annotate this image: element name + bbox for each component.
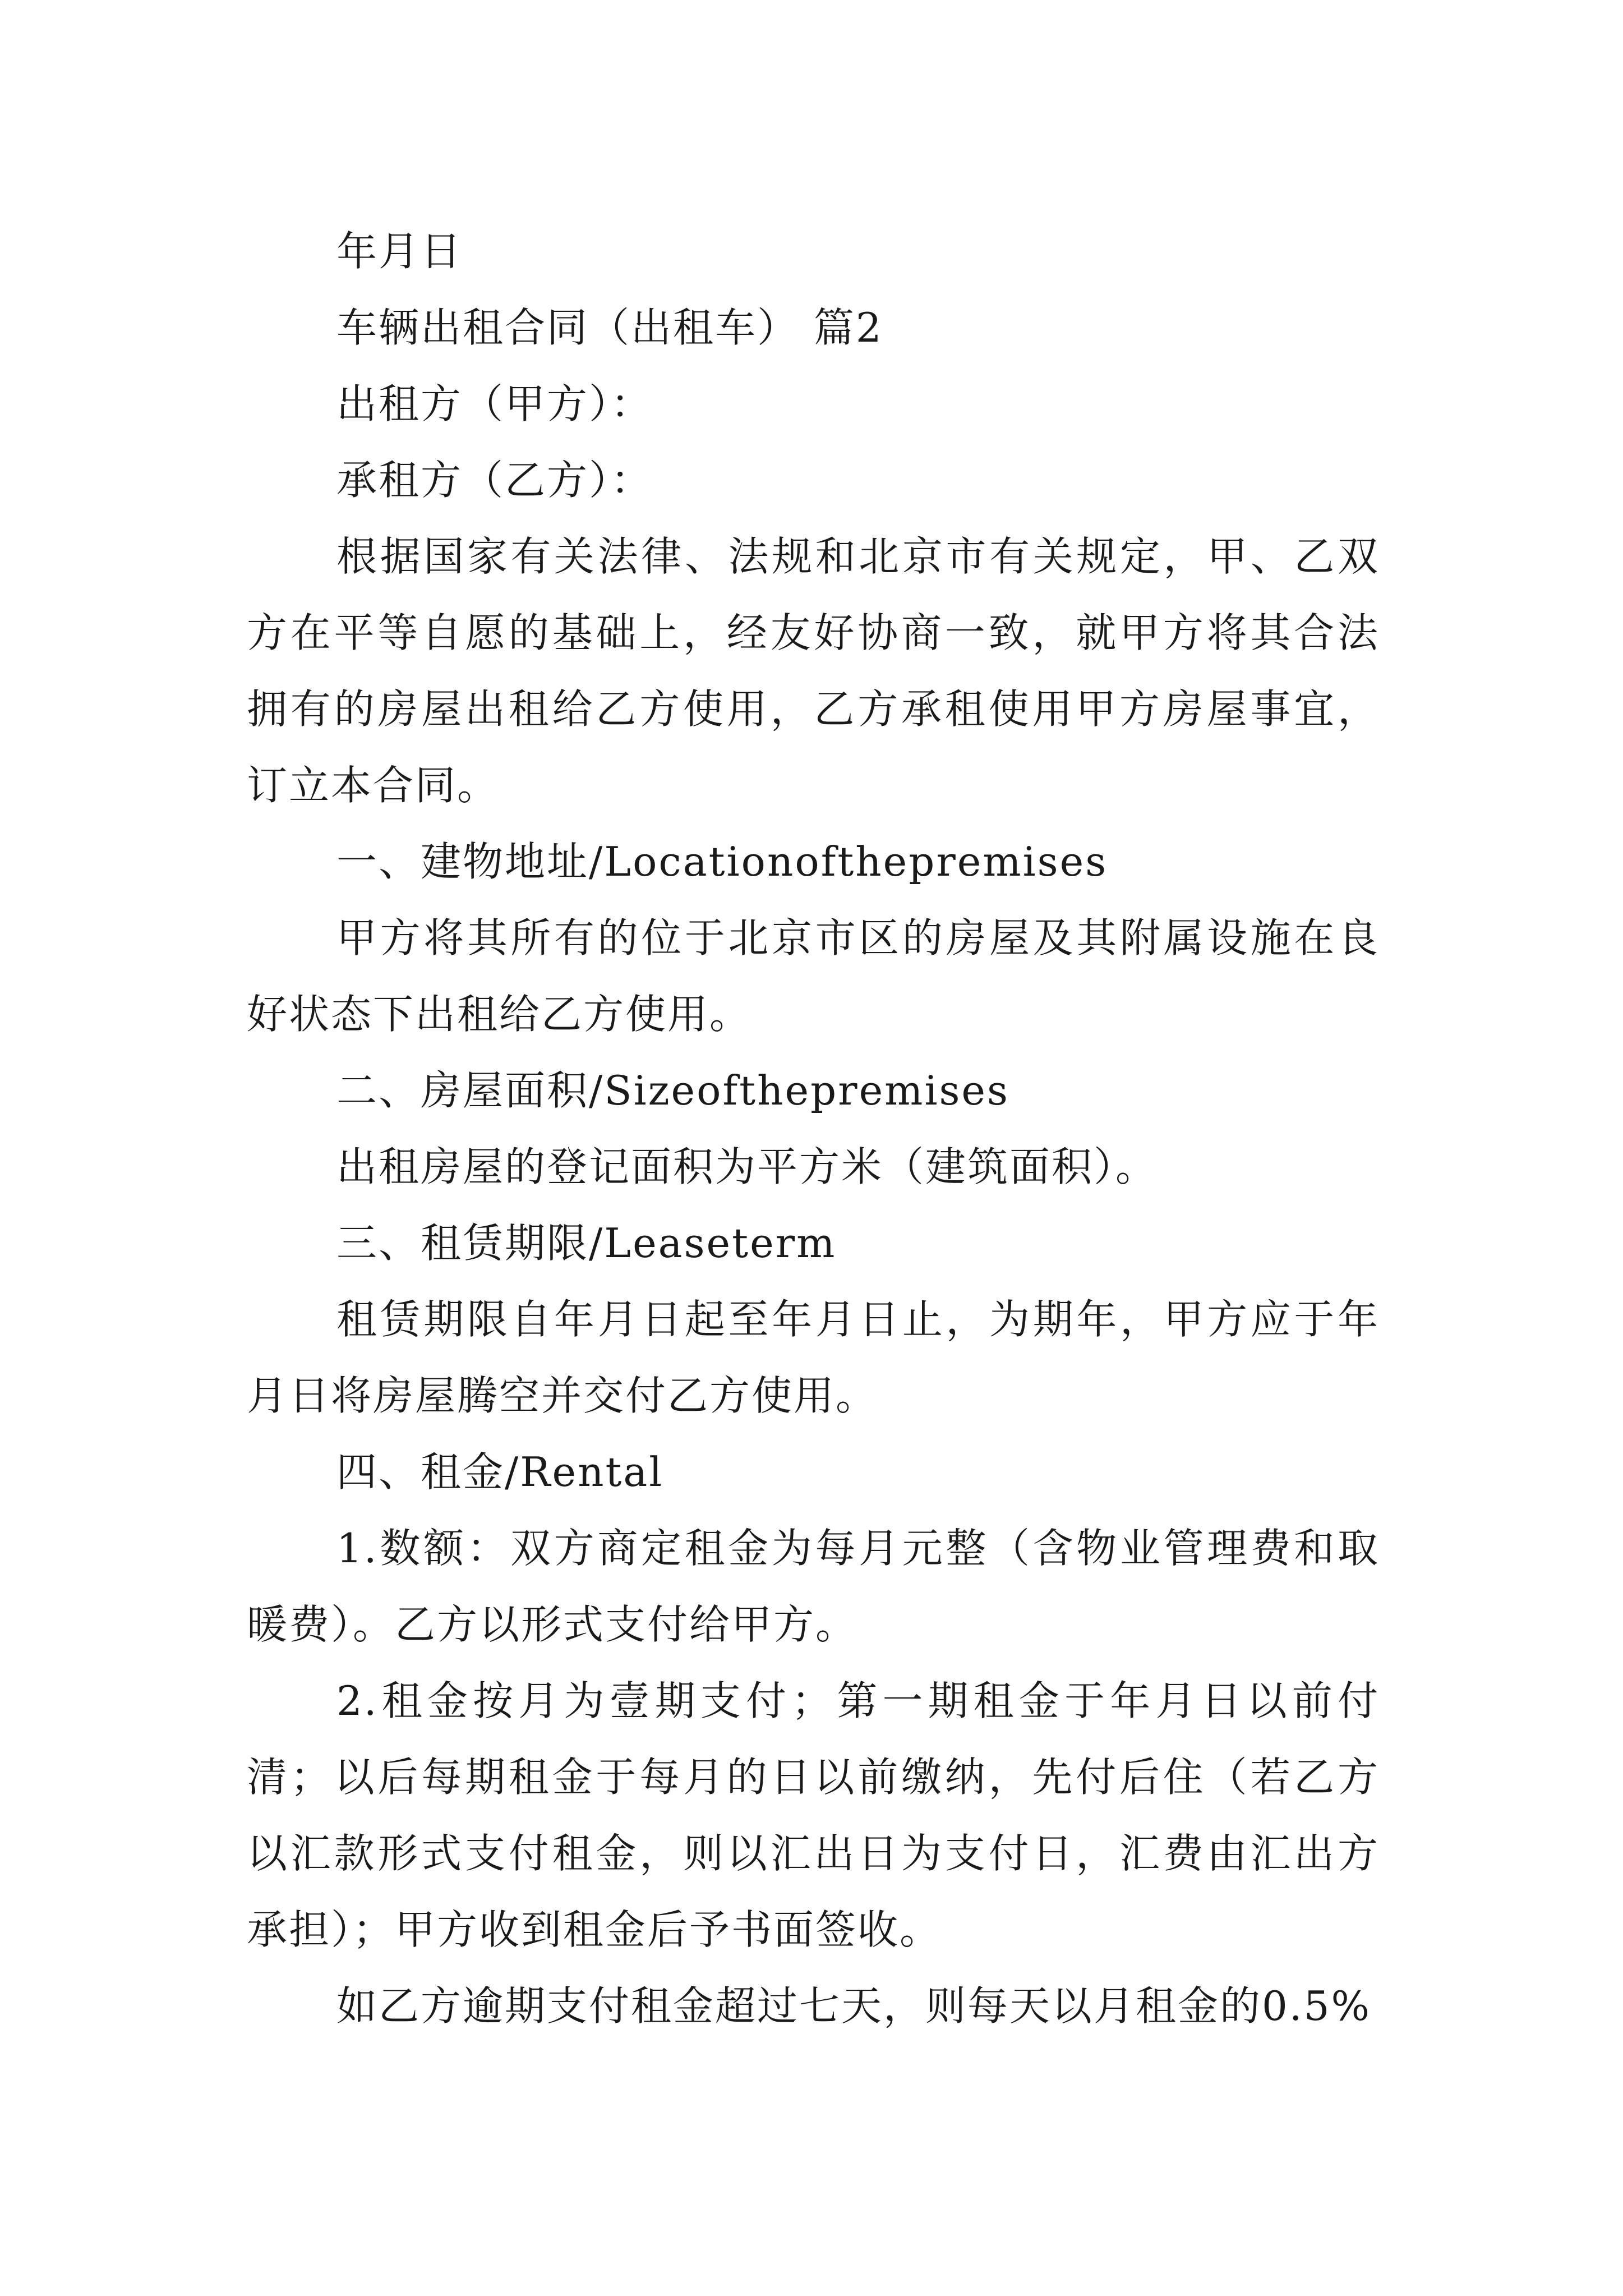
lease-term-paragraph: 租赁期限自年月日起至年月日止，为期年，甲方应于年月日将房屋腾空并交付乙方使用。 [247, 1296, 1380, 1419]
section-heading-location: 一、建物地址/Locationofthepremises [336, 838, 1108, 885]
document-body [247, 213, 1380, 2044]
location-paragraph: 甲方将其所有的位于北京市区的房屋及其附属设施在良好状态下出租给乙方使用。 [247, 914, 1380, 1038]
lessor-line: 出租方（甲方）： [336, 380, 653, 427]
section-heading-rental: 四、租金/Rental [336, 1448, 664, 1496]
date-line: 年月日 [336, 228, 463, 275]
size-paragraph: 出租房屋的登记面积为平方米（建筑面积）。 [336, 1143, 1158, 1190]
section-heading-lease-term: 三、租赁期限/Leaseterm [336, 1220, 837, 1267]
section-heading-size: 二、房屋面积/Sizeofthepremises [336, 1067, 1009, 1114]
lessee-line: 承租方（乙方）： [336, 457, 653, 504]
late-payment-paragraph: 如乙方逾期支付租金超过七天，则每天以月租金的0.5% [336, 1982, 1371, 2030]
contract-title: 车辆出租合同（出租车） 篇2 [336, 304, 883, 351]
preamble-paragraph: 根据国家有关法律、法规和北京市有关规定，甲、乙双方在平等自愿的基础上，经友好协商一致，就甲方将其合法拥有的房屋出租给乙方使用，乙方承租使用甲方房屋事宜，订立本合同。 [247, 533, 1380, 809]
rental-amount-paragraph: 1.数额：双方商定租金为每月元整（含物业管理费和取暖费）。乙方以形式支付给甲方。 [247, 1525, 1380, 1648]
rental-payment-paragraph: 2.租金按月为壹期支付；第一期租金于年月日以前付清；以后每期租金于每月的日以前缴纳，先付后住（若乙方以汇款形式支付租金，则以汇出日为支付日，汇费由汇出方承担）；甲方收到租金后予书面签收。 [247, 1677, 1380, 1953]
